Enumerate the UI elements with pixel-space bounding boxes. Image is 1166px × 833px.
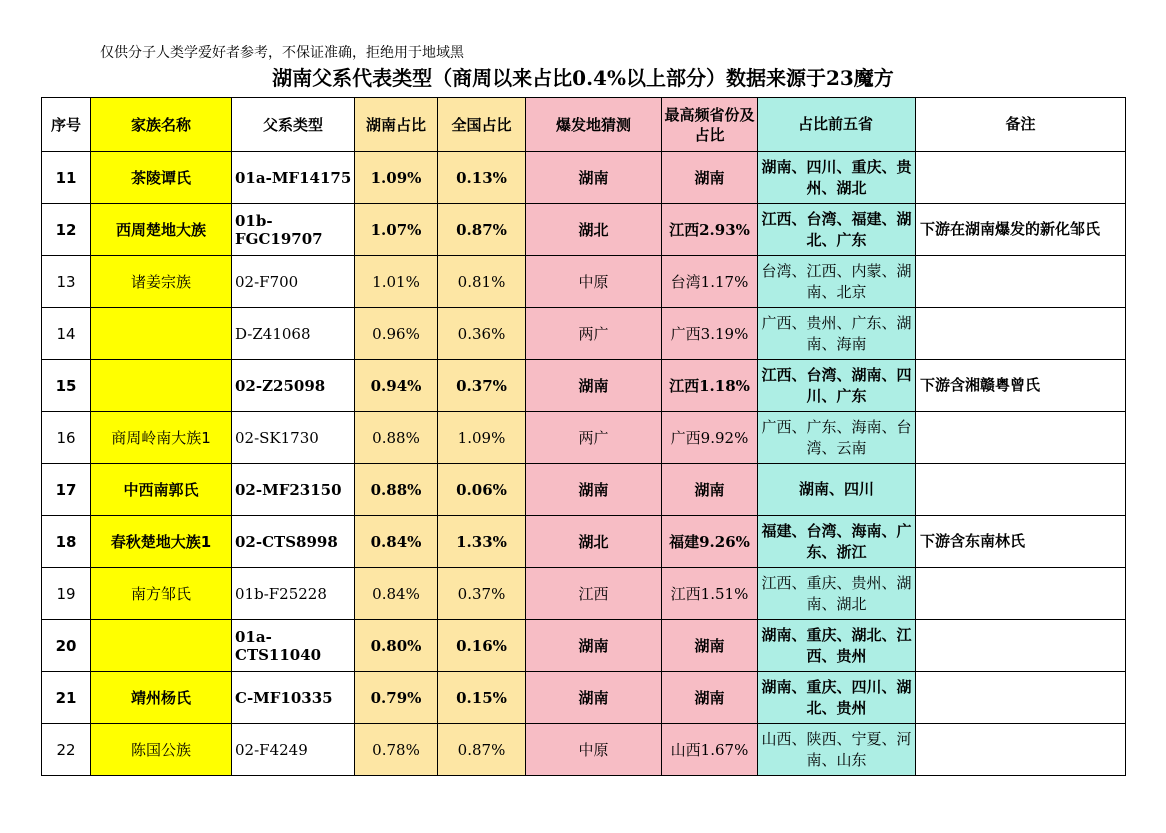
cell-no: 13 (42, 256, 91, 308)
cell-top5: 湖南、四川、重庆、贵州、湖北 (758, 152, 916, 204)
cell-origin: 江西 (526, 568, 662, 620)
cell-max-province: 山西1.67% (662, 724, 758, 776)
cell-max-province: 湖南 (662, 464, 758, 516)
header-no: 序号 (42, 98, 91, 152)
cell-origin: 中原 (526, 724, 662, 776)
cell-national-pct: 0.13% (438, 152, 526, 204)
cell-origin: 湖南 (526, 152, 662, 204)
cell-origin: 湖南 (526, 464, 662, 516)
table-row (42, 412, 1126, 464)
header-type: 父系类型 (232, 98, 355, 152)
cell-hunan-pct: 0.88% (355, 412, 438, 464)
cell-no: 21 (42, 672, 91, 724)
cell-origin: 湖南 (526, 360, 662, 412)
header-hunan-pct: 湖南占比 (355, 98, 438, 152)
cell-hunan-pct: 1.07% (355, 204, 438, 256)
cell-haplogroup: 01b-F25228 (232, 568, 355, 620)
table-body (42, 152, 1126, 776)
cell-note (916, 256, 1126, 308)
cell-note (916, 672, 1126, 724)
cell-max-province: 江西1.18% (662, 360, 758, 412)
cell-family-name: 春秋楚地大族1 (91, 516, 232, 568)
cell-top5: 山西、陕西、宁夏、河南、山东 (758, 724, 916, 776)
cell-national-pct: 0.36% (438, 308, 526, 360)
cell-family-name: 茶陵谭氏 (91, 152, 232, 204)
table-row (42, 204, 1126, 256)
cell-no: 14 (42, 308, 91, 360)
cell-national-pct: 0.87% (438, 724, 526, 776)
cell-national-pct: 1.33% (438, 516, 526, 568)
cell-max-province: 福建9.26% (662, 516, 758, 568)
cell-top5: 江西、台湾、福建、湖北、广东 (758, 204, 916, 256)
cell-hunan-pct: 1.09% (355, 152, 438, 204)
cell-haplogroup: 01a-MF14175 (232, 152, 355, 204)
cell-haplogroup: C-MF10335 (232, 672, 355, 724)
cell-hunan-pct: 0.88% (355, 464, 438, 516)
cell-national-pct: 0.15% (438, 672, 526, 724)
cell-top5: 福建、台湾、海南、广东、浙江 (758, 516, 916, 568)
cell-haplogroup: 02-F4249 (232, 724, 355, 776)
cell-haplogroup: 02-SK1730 (232, 412, 355, 464)
cell-top5: 湖南、重庆、四川、湖北、贵州 (758, 672, 916, 724)
cell-family-name: 西周楚地大族 (91, 204, 232, 256)
table-row (42, 152, 1126, 204)
cell-note (916, 568, 1126, 620)
cell-top5: 台湾、江西、内蒙、湖南、北京 (758, 256, 916, 308)
cell-hunan-pct: 0.78% (355, 724, 438, 776)
cell-no: 17 (42, 464, 91, 516)
table-row (42, 568, 1126, 620)
cell-top5: 湖南、重庆、湖北、江西、贵州 (758, 620, 916, 672)
cell-top5: 湖南、四川 (758, 464, 916, 516)
cell-no: 16 (42, 412, 91, 464)
cell-max-province: 江西1.51% (662, 568, 758, 620)
cell-note: 下游含东南林氏 (916, 516, 1126, 568)
cell-note: 下游在湖南爆发的新化邹氏 (916, 204, 1126, 256)
cell-national-pct: 0.06% (438, 464, 526, 516)
table-row (42, 672, 1126, 724)
cell-haplogroup: 02-MF23150 (232, 464, 355, 516)
cell-origin: 湖北 (526, 204, 662, 256)
table-row (42, 620, 1126, 672)
cell-note (916, 464, 1126, 516)
cell-haplogroup: 01a-CTS11040 (232, 620, 355, 672)
cell-family-name: 诸姜宗族 (91, 256, 232, 308)
table-row (42, 516, 1126, 568)
cell-note (916, 152, 1126, 204)
cell-note (916, 308, 1126, 360)
cell-origin: 湖南 (526, 620, 662, 672)
header-national-pct: 全国占比 (438, 98, 526, 152)
cell-origin: 两广 (526, 308, 662, 360)
cell-family-name: 南方邹氏 (91, 568, 232, 620)
cell-family-name: 中西南郭氏 (91, 464, 232, 516)
cell-max-province: 广西3.19% (662, 308, 758, 360)
cell-national-pct: 0.16% (438, 620, 526, 672)
cell-no: 22 (42, 724, 91, 776)
cell-family-name: 商周岭南大族1 (91, 412, 232, 464)
cell-max-province: 江西2.93% (662, 204, 758, 256)
cell-haplogroup: 02-Z25098 (232, 360, 355, 412)
cell-max-province: 湖南 (662, 620, 758, 672)
cell-no: 12 (42, 204, 91, 256)
cell-national-pct: 0.37% (438, 568, 526, 620)
cell-max-province: 湖南 (662, 152, 758, 204)
cell-origin: 两广 (526, 412, 662, 464)
cell-hunan-pct: 0.94% (355, 360, 438, 412)
cell-no: 11 (42, 152, 91, 204)
cell-no: 19 (42, 568, 91, 620)
cell-origin: 湖北 (526, 516, 662, 568)
cell-origin: 中原 (526, 256, 662, 308)
header-max-province: 最高频省份及占比 (662, 98, 758, 152)
cell-national-pct: 1.09% (438, 412, 526, 464)
cell-no: 15 (42, 360, 91, 412)
cell-origin: 湖南 (526, 672, 662, 724)
cell-hunan-pct: 0.96% (355, 308, 438, 360)
cell-top5: 广西、贵州、广东、湖南、海南 (758, 308, 916, 360)
cell-note (916, 724, 1126, 776)
disclaimer-text: 仅供分子人类学爱好者参考，不保证准确，拒绝用于地域黑 (100, 45, 464, 61)
cell-no: 20 (42, 620, 91, 672)
header-note: 备注 (916, 98, 1126, 152)
cell-note (916, 620, 1126, 672)
cell-haplogroup: 02-CTS8998 (232, 516, 355, 568)
cell-note: 下游含湘赣粤曾氏 (916, 360, 1126, 412)
cell-top5: 江西、台湾、湖南、四川、广东 (758, 360, 916, 412)
cell-max-province: 湖南 (662, 672, 758, 724)
cell-haplogroup: 02-F700 (232, 256, 355, 308)
cell-family-name: 靖州杨氏 (91, 672, 232, 724)
cell-national-pct: 0.81% (438, 256, 526, 308)
cell-hunan-pct: 1.01% (355, 256, 438, 308)
header-origin: 爆发地猜测 (526, 98, 662, 152)
cell-family-name (91, 308, 232, 360)
cell-haplogroup: D-Z41068 (232, 308, 355, 360)
cell-max-province: 广西9.92% (662, 412, 758, 464)
cell-family-name (91, 620, 232, 672)
cell-top5: 广西、广东、海南、台湾、云南 (758, 412, 916, 464)
cell-hunan-pct: 0.84% (355, 568, 438, 620)
cell-max-province: 台湾1.17% (662, 256, 758, 308)
cell-hunan-pct: 0.84% (355, 516, 438, 568)
cell-haplogroup: 01b-FGC19707 (232, 204, 355, 256)
lineage-table (41, 97, 1126, 776)
cell-note (916, 412, 1126, 464)
cell-national-pct: 0.37% (438, 360, 526, 412)
page-title: 湖南父系代表类型（商周以来占比0.4%以上部分）数据来源于23魔方 (272, 66, 894, 90)
table-row (42, 256, 1126, 308)
cell-national-pct: 0.87% (438, 204, 526, 256)
header-top5: 占比前五省 (758, 98, 916, 152)
table-row (42, 308, 1126, 360)
table-header-row (42, 98, 1126, 152)
cell-no: 18 (42, 516, 91, 568)
table-row (42, 360, 1126, 412)
table-row (42, 724, 1126, 776)
cell-family-name (91, 360, 232, 412)
header-name: 家族名称 (91, 98, 232, 152)
cell-family-name: 陈国公族 (91, 724, 232, 776)
cell-hunan-pct: 0.79% (355, 672, 438, 724)
table-row (42, 464, 1126, 516)
cell-top5: 江西、重庆、贵州、湖南、湖北 (758, 568, 916, 620)
cell-hunan-pct: 0.80% (355, 620, 438, 672)
